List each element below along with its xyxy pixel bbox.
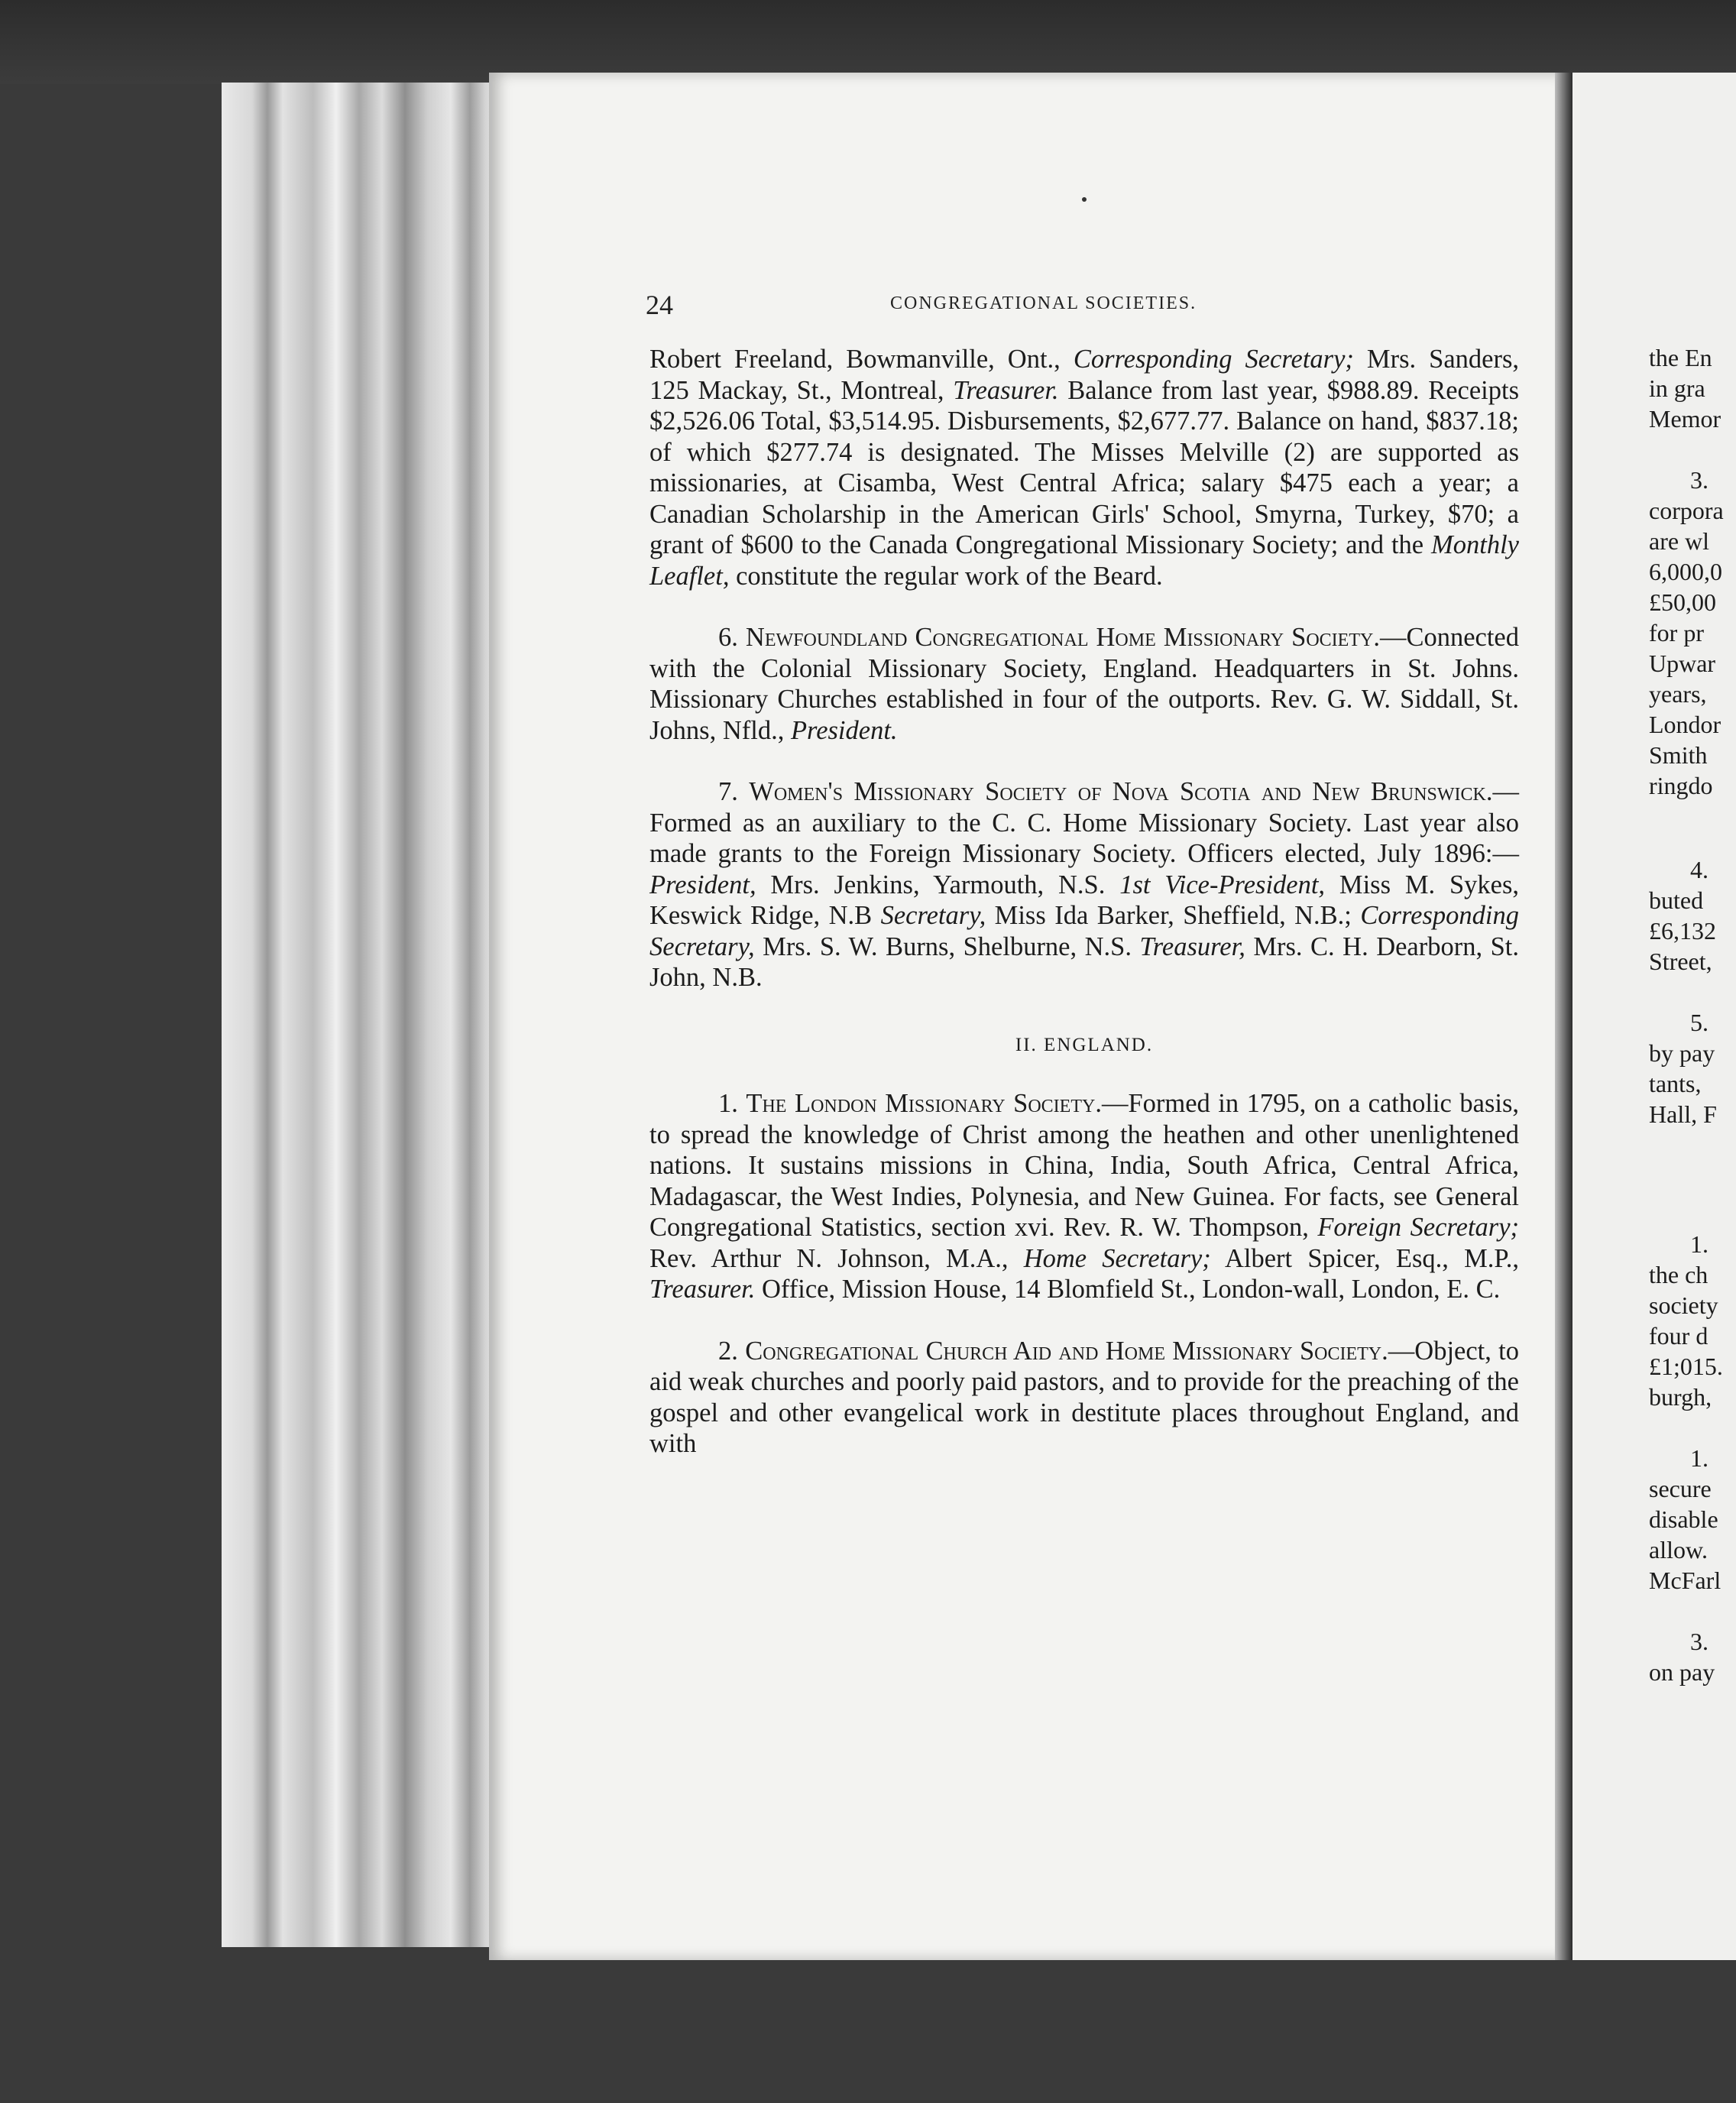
section-heading: II. ENGLAND.	[1015, 1034, 1154, 1055]
entry-number: 7.	[718, 777, 738, 806]
right-page-line: corpora	[1649, 497, 1724, 524]
right-page-line: by pay	[1649, 1039, 1715, 1067]
right-page-line: Street,	[1649, 948, 1712, 975]
text-run: Office, Mission House, 14 Blomfield St., London-wall, London, E. C.	[755, 1275, 1501, 1304]
right-page-line: years,	[1649, 680, 1707, 708]
text-run: —Formed as an auxiliary to the C. C. Home Missionary Society. Last year also made grants to the Foreign Missionary Society. Officers elected, July 1896:—	[649, 777, 1520, 868]
entry-newfoundland	[649, 622, 1519, 746]
text-run: Rev. Arthur N. Johnson, M.A.,	[649, 1243, 1024, 1273]
right-page-line: £1;015.	[1649, 1353, 1723, 1380]
page-header	[646, 289, 1517, 322]
book-page-edges	[222, 83, 504, 1947]
entry-number: 2.	[718, 1336, 738, 1366]
text-run: —Connected with the Colonial Missionary Society, England. Headquarters in St. Johns. Missionary Churches established in four of the outports. Rev. G. W. Siddall, St. Johns, Nfld.,	[649, 623, 1519, 745]
text-run: Miss Ida Barker, Sheffield, N.B.;	[986, 901, 1361, 930]
text-run: Albert Spicer, Esq., M.P.,	[1210, 1243, 1519, 1273]
right-page-line: the En	[1649, 344, 1712, 371]
right-page-line: in gra	[1649, 374, 1705, 402]
entry-title: Congregational Church Aid and Home Missionary Society.	[745, 1336, 1388, 1366]
right-page-line: Londor	[1649, 711, 1721, 738]
right-page-line: 5.	[1690, 1009, 1708, 1036]
entry-title: The London Missionary Society.	[746, 1089, 1102, 1118]
right-page-line: £50,00	[1649, 588, 1716, 616]
ink-speck	[1082, 197, 1087, 202]
right-page-line: Hall, F	[1649, 1100, 1717, 1128]
italic-run: Home Secretary;	[1023, 1243, 1211, 1273]
right-page-line: ringdo	[1649, 772, 1713, 799]
text-run: —Formed in 1795, on a catholic basis, to spread the knowledge of Christ among the heathen and other unenlightened nations. It sustains missions in China, India, South Africa, Central Africa, Madagascar, the West Indies, Polynesia, and New Guinea. For facts, see General Congregational Statistics, section xvi. Rev. R. W. Thompson,	[649, 1089, 1520, 1242]
right-page-line: 1.	[1690, 1230, 1708, 1258]
right-page-line: Smith	[1649, 741, 1708, 769]
text-run: constitute the regular work of the Beard.	[729, 561, 1163, 591]
italic-run: President,	[649, 870, 756, 899]
italic-run: Secretary,	[880, 901, 986, 930]
page-number: 24	[646, 290, 673, 320]
right-page-line: burgh,	[1649, 1383, 1712, 1411]
right-page-line: 3.	[1690, 466, 1708, 494]
text-run: Miss M. Sykes, Keswick Ridge, N.B	[649, 870, 1520, 930]
scan-backdrop	[0, 0, 1736, 84]
italic-run: Treasurer,	[1139, 932, 1245, 961]
right-page-line: 6,000,0	[1649, 558, 1722, 585]
right-page-line: Memor	[1649, 405, 1721, 433]
entry-church-aid	[649, 1336, 1519, 1460]
italic-run: 1st Vice-President,	[1119, 870, 1326, 899]
text-run: Mrs. Jenkins, Yarmouth, N.S.	[756, 870, 1120, 899]
italic-run: Monthly Leaflet,	[649, 530, 1519, 591]
text-run: —Object, to aid weak churches and poorly paid pastors, and to provide for the preaching of the gospel and other evangelical work in destitute places throughout England, and with	[649, 1336, 1520, 1458]
italic-run: Corresponding Secretary;	[1073, 345, 1354, 374]
italic-run: Treasurer.	[953, 375, 1059, 405]
entry-title: Newfoundland Congregational Home Missionary Society.	[745, 623, 1380, 652]
text-run: Mrs. C. H. Dearborn, St. John, N.B.	[649, 932, 1519, 992]
paragraph-continuation	[649, 344, 1519, 591]
right-page-line: the ch	[1649, 1261, 1708, 1288]
right-page-line: 1.	[1690, 1444, 1708, 1472]
right-page-line: disable	[1649, 1505, 1718, 1533]
entry-london-missionary	[649, 1088, 1519, 1305]
right-page-line: £6,132	[1649, 917, 1716, 945]
right-page-line: on pay	[1649, 1658, 1715, 1686]
right-page-line: buted	[1649, 886, 1704, 914]
right-page-line: 4.	[1690, 856, 1708, 883]
right-page-line: Upwar	[1649, 650, 1716, 677]
right-page-line: society	[1649, 1291, 1718, 1319]
right-page-line: tants,	[1649, 1070, 1702, 1097]
italic-run: Corresponding Secretary,	[649, 901, 1519, 961]
right-page-line: secure	[1649, 1475, 1712, 1502]
entry-title: Women's Missionary Society of Nova Scotia and New Brunswick.	[749, 777, 1493, 806]
text-run: Balance from last year, $988.89. Receipts $2,526.06 Total, $3,514.95. Disbursements, $2,677.77. Balance on hand, $837.18; of which $277.74 is designated. The Misses Melville (2) are supported as missionaries, at Cisamba, West Central Africa; salary $475 each a year; a Canadian Scholarship in the American Girls' School, Smyrna, Turkey, $70; a grant of $600 to the Canada Congregational Missionary Society; and the	[649, 375, 1519, 559]
text-run: Mrs. S. W. Burns, Shelburne, N.S.	[754, 932, 1140, 961]
right-page-line: McFarl	[1649, 1567, 1721, 1594]
book-gutter	[1555, 73, 1574, 1960]
entry-number: 6.	[718, 623, 738, 652]
right-page-line: four d	[1649, 1322, 1708, 1350]
entry-number: 1.	[718, 1089, 738, 1118]
italic-run: Foreign Secretary;	[1317, 1213, 1520, 1242]
right-page-line: 3.	[1690, 1628, 1708, 1655]
text-run: Mrs. Sanders, 125 Mackay, St., Montreal,	[649, 345, 1519, 405]
right-page-line: for pr	[1649, 619, 1704, 646]
right-page-line: are wl	[1649, 527, 1710, 555]
running-head: CONGREGATIONAL SOCIETIES.	[890, 293, 1197, 313]
entry-womens-missionary	[649, 776, 1519, 993]
italic-run: Treasurer.	[649, 1275, 756, 1304]
text-run: Robert Freeland, Bowmanville, Ont.,	[649, 345, 1074, 374]
right-page-line: allow.	[1649, 1536, 1708, 1563]
page-body	[649, 344, 1519, 1460]
italic-run: President.	[790, 715, 898, 745]
